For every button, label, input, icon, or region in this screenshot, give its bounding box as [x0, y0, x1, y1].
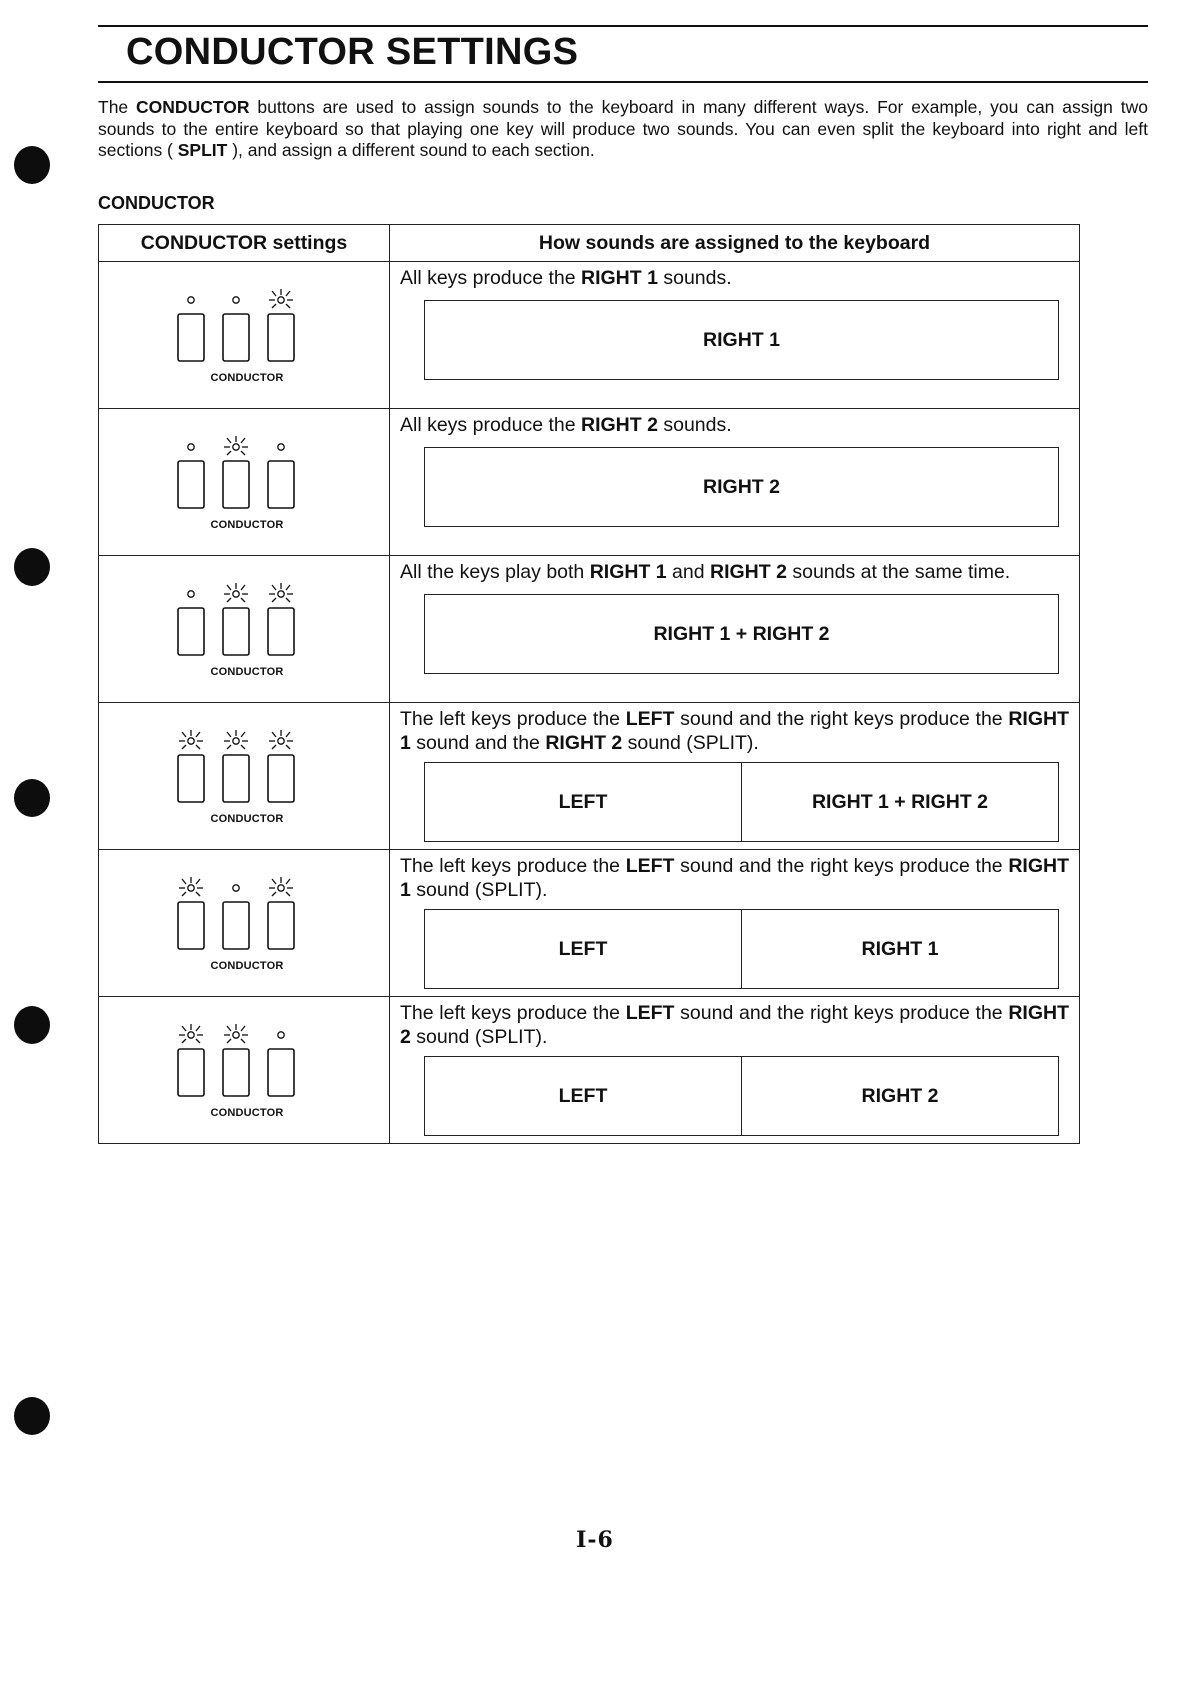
description-bold: LEFT [625, 708, 675, 730]
conductor-buttons-icon [177, 876, 317, 954]
conductor-button-icon [223, 1049, 249, 1096]
lamp-off-icon [233, 297, 239, 303]
punch-hole-3 [14, 779, 50, 817]
keyboard-section: RIGHT 2 [741, 1057, 1058, 1135]
table-row [99, 997, 1080, 1144]
description-bold: RIGHT 1 [589, 561, 667, 583]
description-bold: RIGHT 1 [400, 855, 1069, 901]
conductor-button-icon [268, 314, 294, 361]
punch-hole-2 [14, 548, 50, 586]
intro-paragraph [98, 97, 1148, 162]
keyboard-diagram [424, 1056, 1059, 1136]
conductor-button-group [177, 435, 317, 529]
keyboard-section: RIGHT 2 [703, 475, 780, 498]
table-row [99, 703, 1080, 850]
conductor-label: CONDUCTOR [210, 960, 284, 972]
sound-assignment-cell [390, 556, 1080, 703]
table-header-row [99, 225, 1080, 262]
conductor-button-group [177, 1023, 317, 1117]
conductor-button-icon [268, 755, 294, 802]
assignment-description [390, 997, 1079, 1049]
description-text: sounds at the same time. [786, 561, 1011, 583]
keyboard-section: RIGHT 1 + RIGHT 2 [653, 622, 830, 645]
conductor-button-icon [178, 755, 204, 802]
description-text: All keys produce the [400, 267, 582, 289]
description-text: The left keys produce the [400, 708, 626, 730]
description-bold: RIGHT 1 [400, 708, 1069, 754]
conductor-setting-cell [99, 850, 390, 997]
header-conductor-settings: CONDUCTOR settings [99, 225, 390, 262]
lamp-off-icon [188, 297, 194, 303]
conductor-button-icon [178, 608, 204, 655]
keyboard-diagram [424, 762, 1059, 842]
lamp-lit-icon [224, 1024, 248, 1043]
header-sound-assignment: How sounds are assigned to the keyboard [390, 225, 1080, 262]
description-bold: RIGHT 2 [400, 1002, 1069, 1048]
sound-assignment-cell [390, 262, 1080, 409]
description-text: sound and the right keys produce the [674, 855, 1009, 877]
keyboard-diagram [424, 447, 1059, 527]
conductor-label: CONDUCTOR [210, 666, 284, 678]
conductor-setting-cell [99, 703, 390, 850]
conductor-setting-cell [99, 409, 390, 556]
conductor-buttons-icon [177, 582, 317, 660]
keyboard-section: RIGHT 1 [741, 910, 1058, 988]
lamp-off-icon [278, 1032, 284, 1038]
conductor-button-group [177, 288, 317, 382]
keyboard-section: RIGHT 1 + RIGHT 2 [741, 763, 1058, 841]
title-rule-bottom [98, 81, 1148, 83]
description-text: sound and the [410, 732, 546, 754]
conductor-button-icon [178, 461, 204, 508]
assignment-description [390, 262, 1079, 290]
description-text: sounds. [657, 414, 732, 436]
assignment-description [390, 850, 1079, 902]
lamp-off-icon [188, 444, 194, 450]
description-text: sound and the right keys produce the [674, 1002, 1009, 1024]
description-text: sound (SPLIT). [622, 732, 759, 754]
sound-assignment-cell [390, 409, 1080, 556]
conductor-label: CONDUCTOR [210, 519, 284, 531]
conductor-button-icon [268, 608, 294, 655]
lamp-lit-icon [269, 730, 293, 749]
conductor-button-icon [223, 608, 249, 655]
conductor-setting-cell [99, 556, 390, 703]
description-text: sound (SPLIT). [410, 1026, 548, 1048]
description-bold: RIGHT 1 [581, 267, 658, 289]
description-bold: RIGHT 2 [545, 732, 623, 754]
keyboard-diagram [424, 300, 1059, 380]
lamp-lit-icon [179, 1024, 203, 1043]
page-number: I-6 [576, 1527, 614, 1553]
lamp-lit-icon [224, 436, 248, 455]
intro-text-3: ), and assign a different sound to each section. [227, 140, 595, 160]
table-row [99, 262, 1080, 409]
sound-assignment-cell [390, 703, 1080, 850]
conductor-buttons-icon [177, 288, 317, 366]
lamp-off-icon [278, 444, 284, 450]
lamp-lit-icon [224, 730, 248, 749]
conductor-button-icon [223, 755, 249, 802]
punch-hole-4 [14, 1006, 50, 1044]
keyboard-section: RIGHT 1 [703, 328, 780, 351]
conductor-setting-cell [99, 262, 390, 409]
conductor-button-icon [178, 1049, 204, 1096]
conductor-buttons-icon [177, 729, 317, 807]
punch-hole-5 [14, 1397, 50, 1435]
description-bold: RIGHT 2 [710, 561, 787, 583]
description-text: sound (SPLIT). [410, 879, 548, 901]
sound-assignment-cell [390, 997, 1080, 1144]
description-text: The left keys produce the [400, 855, 626, 877]
conductor-button-icon [178, 314, 204, 361]
description-bold: RIGHT 2 [581, 414, 658, 436]
section-label: CONDUCTOR [98, 193, 215, 213]
lamp-off-icon [233, 885, 239, 891]
intro-text-2: buttons are used to assign sounds to the keyboard in many different ways. For example, you can assign two sounds to the entire keyboard so that playing one key will produce two sounds. You can even split the keyboard into right and left sections ( [98, 97, 1148, 160]
conductor-button-group [177, 729, 317, 823]
description-text: sound and the right keys produce the [674, 708, 1009, 730]
conductor-buttons-icon [177, 435, 317, 513]
punch-hole-1 [14, 146, 50, 184]
description-text: sounds. [657, 267, 732, 289]
lamp-lit-icon [269, 877, 293, 896]
lamp-lit-icon [179, 730, 203, 749]
intro-bold-split: SPLIT [177, 140, 228, 160]
conductor-button-icon [223, 461, 249, 508]
lamp-lit-icon [179, 877, 203, 896]
assignment-description [390, 556, 1079, 584]
description-text: All the keys play both [400, 561, 590, 583]
conductor-button-group [177, 876, 317, 970]
table-row [99, 850, 1080, 997]
conductor-label: CONDUCTOR [210, 1107, 284, 1119]
intro-text-1: The [98, 97, 137, 117]
conductor-label: CONDUCTOR [210, 813, 284, 825]
keyboard-section: LEFT [558, 937, 608, 960]
conductor-buttons-icon [177, 1023, 317, 1101]
lamp-off-icon [188, 591, 194, 597]
keyboard-section: LEFT [558, 790, 608, 813]
conductor-button-icon [268, 1049, 294, 1096]
keyboard-section: LEFT [558, 1084, 608, 1107]
sound-assignment-cell [390, 850, 1080, 997]
description-text: and [666, 561, 710, 583]
page-title: CONDUCTOR SETTINGS [126, 31, 579, 73]
table-row [99, 409, 1080, 556]
keyboard-diagram [424, 594, 1059, 674]
conductor-button-group [177, 582, 317, 676]
intro-bold-conductor: CONDUCTOR [136, 97, 250, 117]
assignment-description [390, 703, 1079, 755]
conductor-table [98, 224, 1080, 1144]
description-text: The left keys produce the [400, 1002, 626, 1024]
conductor-button-icon [268, 461, 294, 508]
conductor-button-icon [223, 314, 249, 361]
assignment-description [390, 409, 1079, 437]
conductor-setting-cell [99, 997, 390, 1144]
conductor-button-icon [223, 902, 249, 949]
table-row [99, 556, 1080, 703]
conductor-label: CONDUCTOR [210, 372, 284, 384]
keyboard-diagram [424, 909, 1059, 989]
description-bold: LEFT [625, 855, 675, 877]
conductor-button-icon [178, 902, 204, 949]
conductor-button-icon [268, 902, 294, 949]
title-rule-top [98, 25, 1148, 27]
description-text: All keys produce the [400, 414, 582, 436]
lamp-lit-icon [269, 583, 293, 602]
lamp-lit-icon [269, 289, 293, 308]
description-bold: LEFT [625, 1002, 675, 1024]
lamp-lit-icon [224, 583, 248, 602]
